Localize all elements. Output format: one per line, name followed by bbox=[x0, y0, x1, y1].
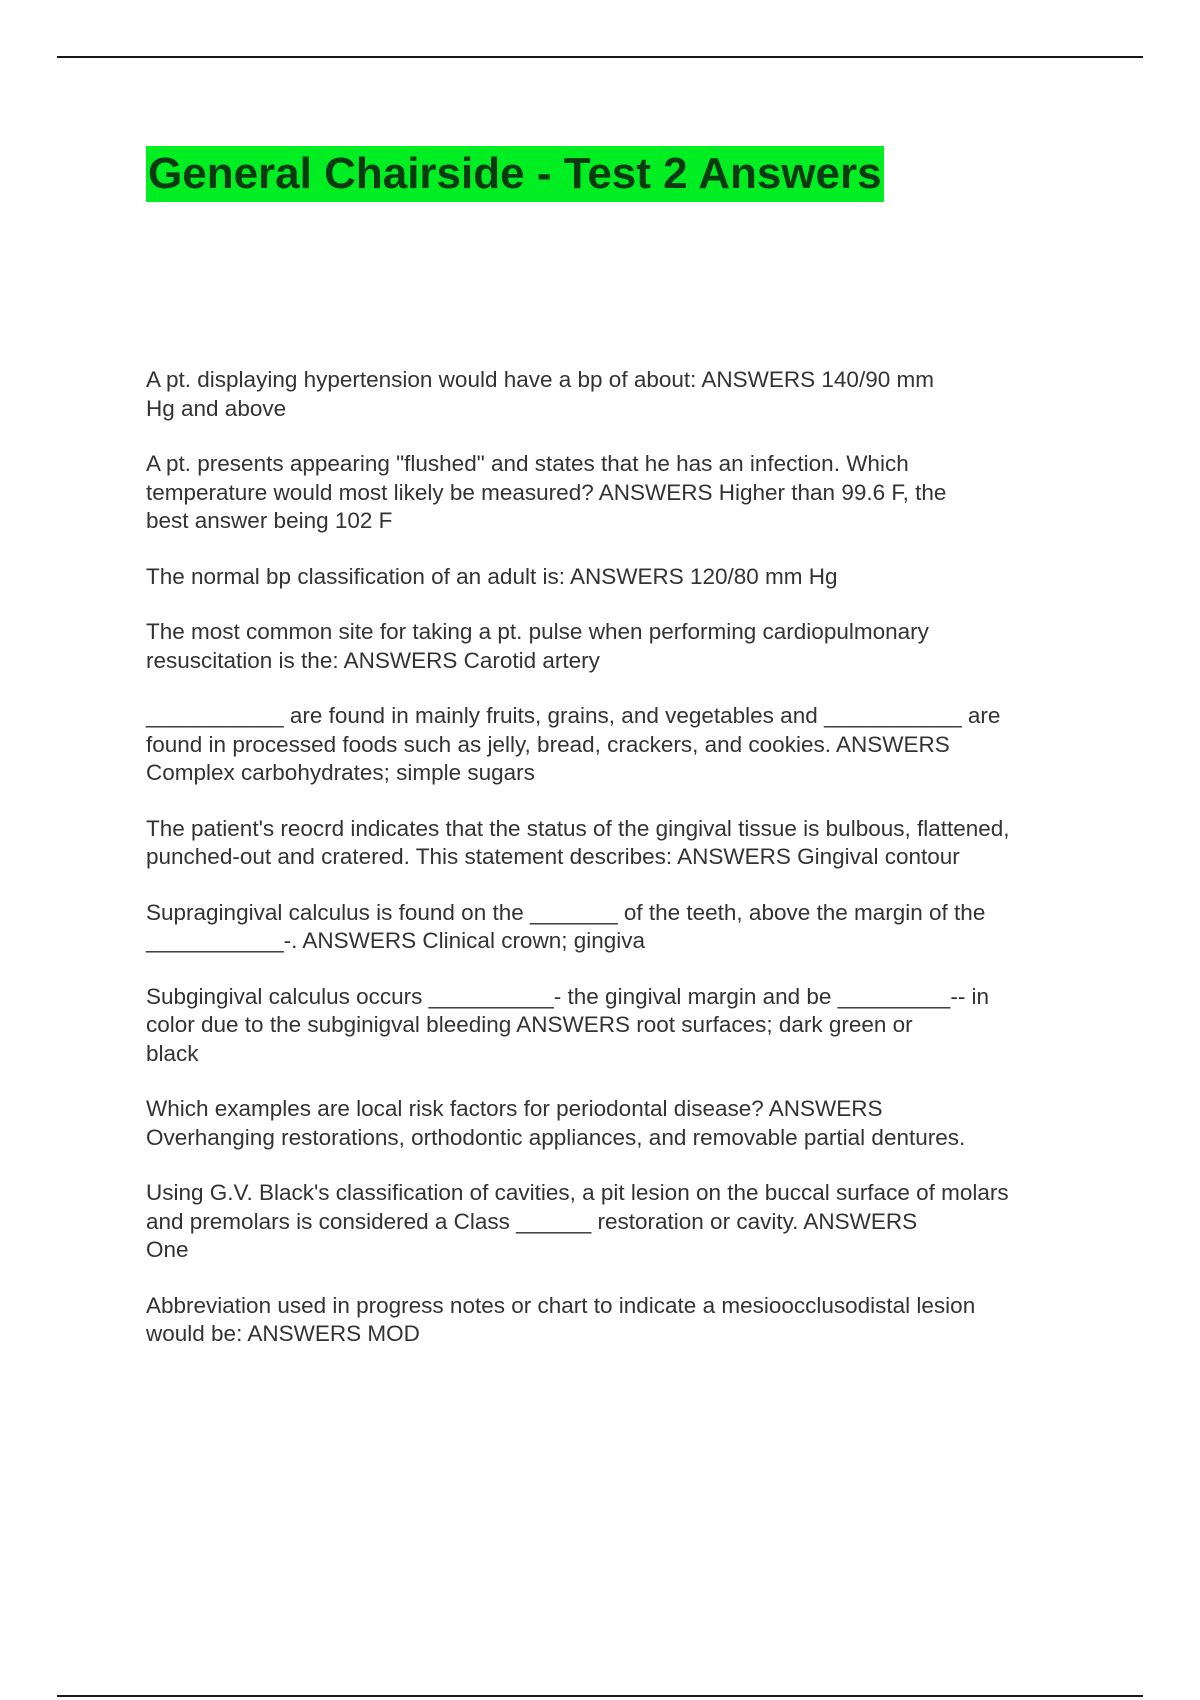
qa-item: The most common site for taking a pt. pulse when performing cardiopulmonary resuscitation is the: ANSWERS Carotid artery bbox=[146, 619, 929, 673]
qa-item: Abbreviation used in progress notes or chart to indicate a mesioocclusodistal lesion would be: ANSWERS MOD bbox=[146, 1292, 976, 1346]
top-rule bbox=[57, 56, 1143, 58]
qa-item: A pt. displaying hypertension would have a bp of about: ANSWERS 140/90 mm Hg and above bbox=[146, 367, 934, 421]
qa-item: Which examples are local risk factors for periodontal disease? ANSWERS Overhanging restorations, orthodontic appliances, and removable partial dentures. bbox=[146, 1096, 966, 1150]
qa-item: Subgingival calculus occurs __________- the gingival margin and be _________-- in color due to the subginigval bleeding ANSWERS root surfaces; dark green or black bbox=[146, 983, 990, 1066]
title-block bbox=[146, 146, 884, 202]
page-title: General Chairside - Test 2 Answers bbox=[146, 146, 884, 202]
bottom-rule bbox=[57, 1695, 1143, 1697]
qa-list bbox=[146, 366, 1086, 1376]
qa-item: The patient's reocrd indicates that the status of the gingival tissue is bulbous, flattened, punched-out and cratered. This statement describes: ANSWERS Gingival contour bbox=[146, 815, 1010, 869]
qa-item: A pt. presents appearing "flushed" and states that he has an infection. Which temperature would most likely be measured? ANSWERS Higher than 99.6 F, the best answer being 102 F bbox=[146, 451, 947, 533]
qa-item: The normal bp classification of an adult is: ANSWERS 120/80 mm Hg bbox=[146, 563, 838, 589]
qa-item: Supragingival calculus is found on the _______ of the teeth, above the margin of the ___________-. ANSWERS Clinical crown; gingiva bbox=[146, 899, 986, 953]
qa-item: ___________ are found in mainly fruits, grains, and vegetables and ___________ are found in processed foods such as jelly, bread, crackers, and cookies. ANSWERS Complex carbohydrates; simple sugars bbox=[146, 703, 1001, 785]
qa-item: Using G.V. Black's classification of cavities, a pit lesion on the buccal surface of molars and premolars is considered a Class ______ restoration or cavity. ANSWERS One bbox=[146, 1180, 1009, 1262]
